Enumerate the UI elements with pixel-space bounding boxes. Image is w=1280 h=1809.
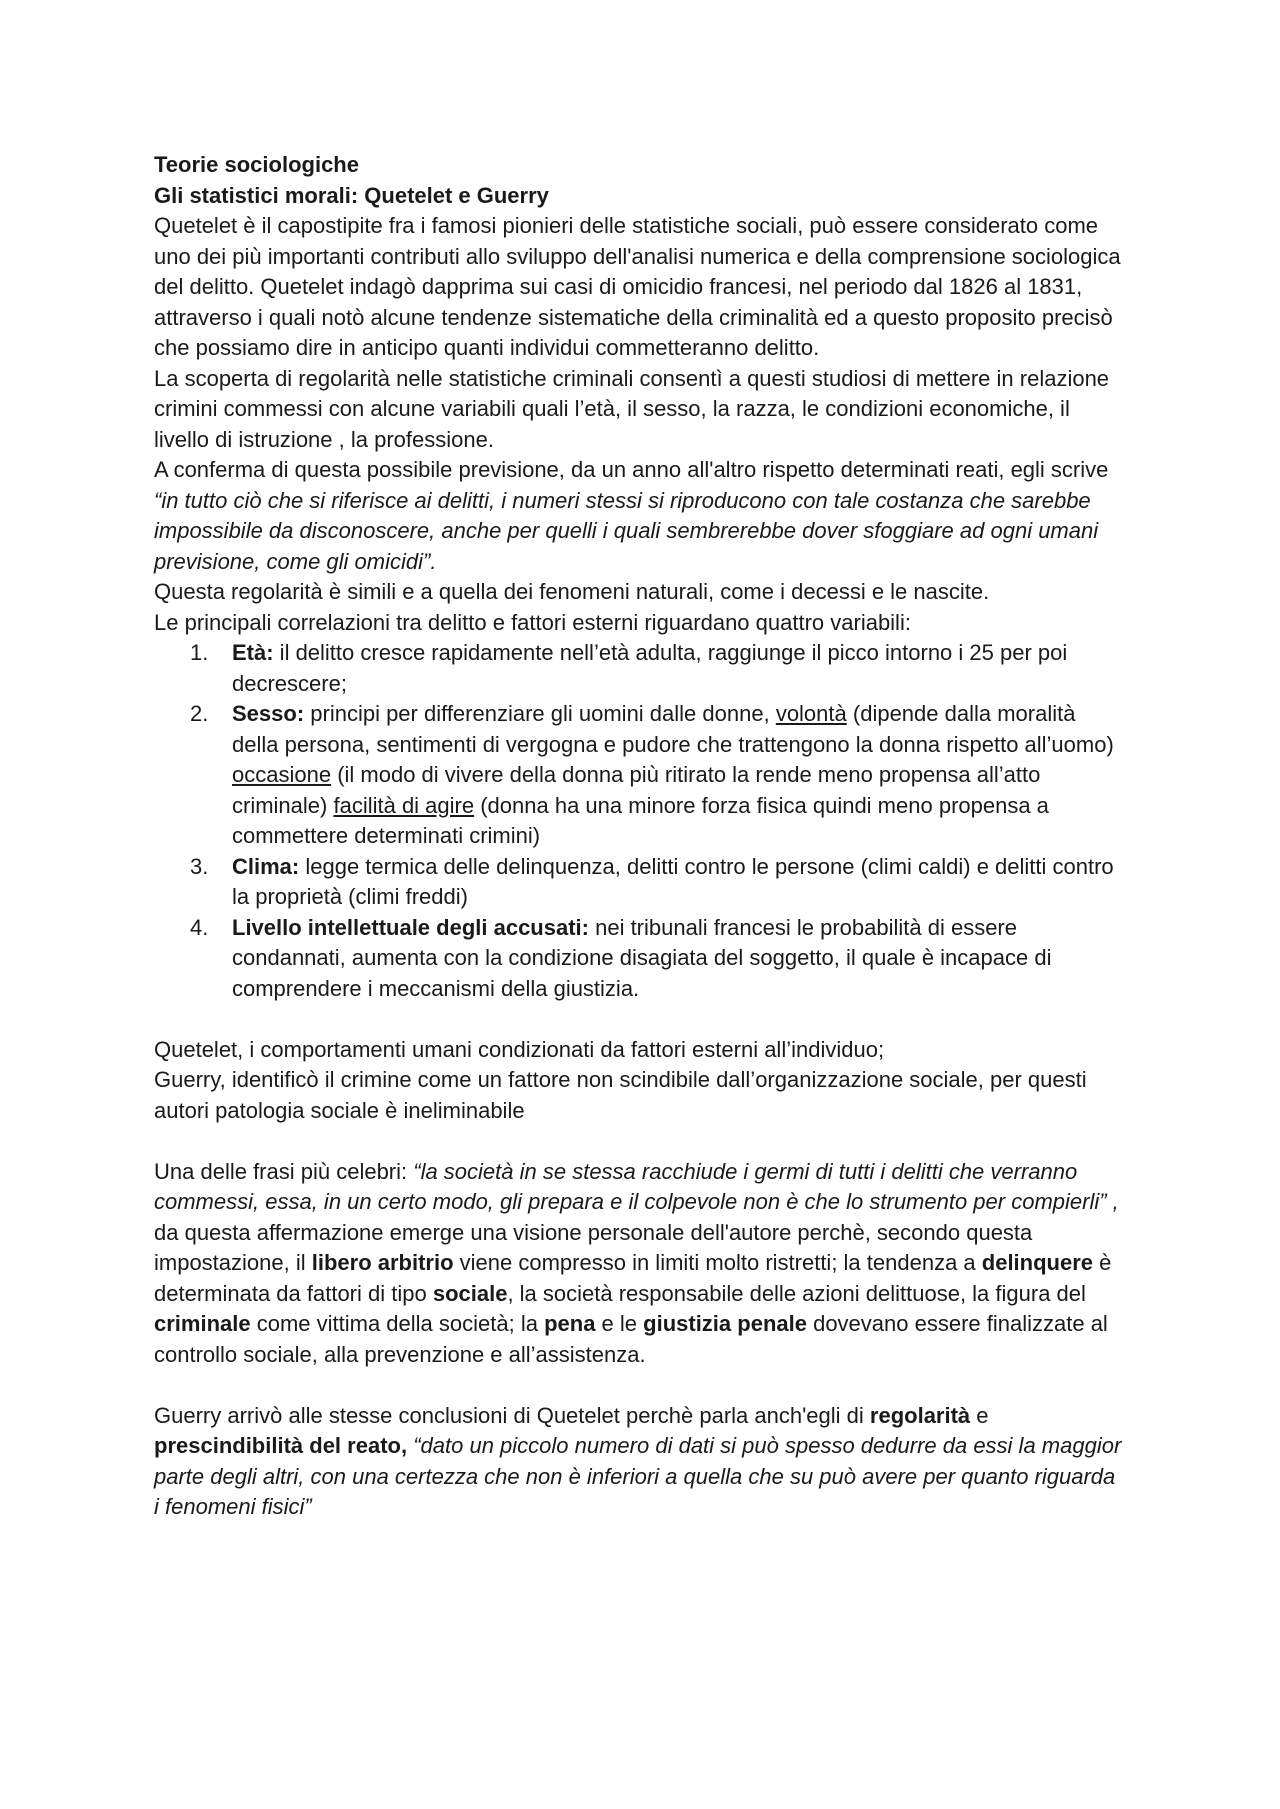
text-run: è determinata da fattori di tipo <box>154 1250 1112 1306</box>
term-giustizia-penale: giustizia penale <box>643 1311 807 1336</box>
spacer <box>154 1126 1126 1157</box>
list-item-text: (dipende dalla moralità della persona, sentimenti di vergogna e pudore che trattengono la donna rispetto all’uomo) <box>232 701 1114 757</box>
paragraph-correlations-intro: Le principali correlazioni tra delitto e fattori esterni riguardano quattro variabili: <box>154 609 911 635</box>
list-item-text: (donna ha una minore forza fisica quindi meno propensa a commettere determinati crimini) <box>232 792 1049 848</box>
list-item-label: Clima: <box>232 853 300 879</box>
underlined-term-volonta: volontà <box>775 701 847 726</box>
paragraph-prediction-quote <box>154 455 1126 577</box>
list-item-sesso <box>154 699 1126 852</box>
list-number: 1. <box>190 640 209 665</box>
list-item-livello <box>154 913 1126 1005</box>
text-run: e <box>970 1402 989 1428</box>
list-item-text: legge termica delle delinquenza, delitti contro le persone (climi caldi) e delitti contro la proprietà (climi freddi) <box>232 853 1114 909</box>
term-pena: pena <box>544 1311 596 1336</box>
text-run: come vittima della società; la <box>250 1311 545 1336</box>
section-heading: Gli statistici morali: Quetelet e Guerry <box>154 182 549 208</box>
document-title: Teorie sociologiche <box>154 152 359 177</box>
paragraph-regularity-discovery: La scoperta di regolarità nelle statistiche criminali consentì a questi studiosi di mettere in relazione crimini commessi con alcune variabili quali l’età, il sesso, la razza, le condizioni economiche, il livello di istruzione , la professione. <box>154 365 1110 452</box>
guerry-quote: “dato un piccolo numero di dati si può spesso dedurre da essi la maggior parte degli altri, con una certezza che non è inferiori a quella che su può avere per quanto riguarda i fenomeni fisici” <box>154 1433 1122 1519</box>
spacer <box>154 1004 1126 1035</box>
term-libero-arbitrio: libero arbitrio <box>311 1250 454 1275</box>
text-run: , la società responsabile delle azioni delittuose, la figura del <box>507 1280 1086 1306</box>
term-sociale: sociale <box>432 1280 508 1306</box>
paragraph-quetelet-summary: Quetelet, i comportamenti umani condizionati da fattori esterni all’individuo; <box>154 1036 885 1062</box>
list-item-label: Livello intellettuale degli accusati: <box>232 914 589 940</box>
prediction-quote: “in tutto ciò che si riferisce ai delitti, i numeri stessi si riproducono con tale costanza che sarebbe impossibile da disconoscere, anche per quelli i quali sembrerebbe dover sfoggiare ad ogni umani previsione, come gli omicidi”. <box>154 487 1099 574</box>
underlined-term-occasione: occasione <box>232 762 332 787</box>
list-item-text: nei tribunali francesi le probabilità di essere condannati, aumenta con la condizione disagiata del soggetto, il quale è incapace di comprendere i meccanismi della giustizia. <box>232 914 1052 1001</box>
list-item-label: Età: <box>232 640 274 665</box>
famous-quote: “la società in se stessa racchiude i germi di tutti i delitti che verranno commessi, essa, in un certo modo, gli prepara e il colpevole non è che lo strumento per compierli” , <box>154 1158 1119 1214</box>
list-number: 3. <box>190 853 209 879</box>
underlined-term-facilita: facilità di agire <box>333 792 475 818</box>
text-run: Una delle frasi più celebri: <box>154 1158 414 1184</box>
list-item-clima <box>154 852 1126 913</box>
paragraph-guerry-summary: Guerry, identificò il crimine come un fattore non scindibile dall’organizzazione sociale, per questi autori patologia sociale è ineliminabile <box>154 1067 1087 1123</box>
text-run: viene compresso in limiti molto ristretti; la tendenza a <box>453 1250 982 1275</box>
spacer <box>154 1370 1126 1401</box>
list-item-label: Sesso: <box>232 701 305 726</box>
list-item-text: (il modo di vivere della donna più ritirato la rende meno propensa all’atto criminale) <box>232 762 1041 818</box>
list-item-text: principi per differenziare gli uomini dalle donne, <box>304 701 776 726</box>
term-prescindibilita: prescindibilità del reato, <box>154 1433 408 1458</box>
paragraph-quetelet-intro: Quetelet è il capostipite fra i famosi pionieri delle statistiche sociali, può essere considerato come uno dei più importanti contributi allo sviluppo dell'analisi numerica e della comprensione sociologica del delitto. Quetelet indagò dapprima sui casi di omicidio francesi, nel periodo dal 1826 al 1831, attraverso i quali notò alcune tendenze sistematiche della criminalità ed a questo proposito precisò che possiamo dire in anticipo quanti individui commetteranno delitto. <box>154 213 1121 360</box>
paragraph-famous-quote <box>154 1157 1126 1371</box>
text-run: dovevano essere finalizzate al controllo sociale, alla prevenzione e all’assistenza. <box>154 1311 1108 1367</box>
list-item-eta <box>154 638 1126 699</box>
variables-list <box>154 638 1126 1004</box>
list-item-text: il delitto cresce rapidamente nell’età adulta, raggiunge il picco intorno i 25 per poi decrescere; <box>232 640 1068 696</box>
term-delinquere: delinquere <box>981 1250 1094 1275</box>
paragraph-natural-phenomena: Questa regolarità è simili e a quella dei fenomeni naturali, come i decessi e le nascite. <box>154 579 990 604</box>
text-run: da questa affermazione emerge una visione personale dell'autore perchè, secondo questa impostazione, il <box>154 1219 1033 1275</box>
paragraph-guerry-conclusions <box>154 1401 1126 1523</box>
text-run: Guerry arrivò alle stesse conclusioni di Quetelet perchè parla anch'egli di <box>154 1402 870 1428</box>
term-regolarita: regolarità <box>869 1402 971 1428</box>
list-number: 4. <box>190 914 209 940</box>
list-number: 2. <box>190 701 209 726</box>
term-criminale: criminale <box>154 1311 251 1336</box>
text-run: e le <box>595 1311 644 1336</box>
prediction-lead: A conferma di questa possibile previsione, da un anno all'altro rispetto determinati reati, egli scrive <box>154 457 1109 482</box>
